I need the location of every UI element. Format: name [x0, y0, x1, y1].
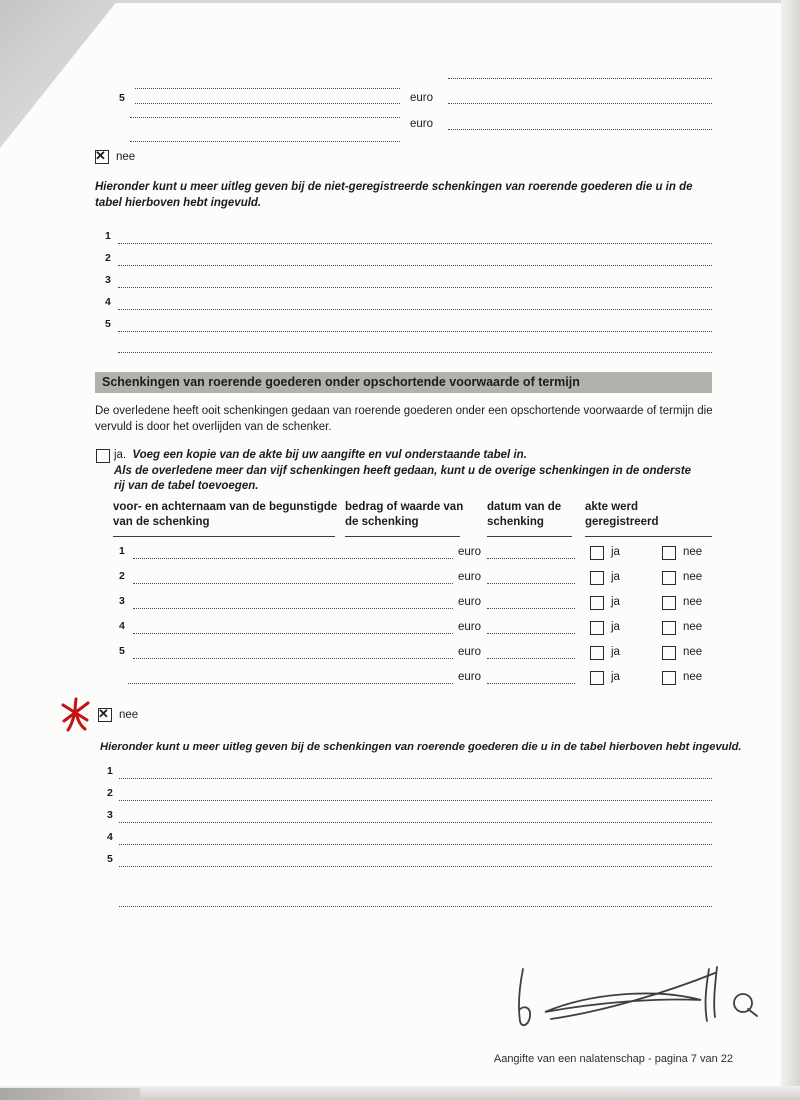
- beneficiary-field-line[interactable]: [133, 658, 453, 659]
- explanation-line[interactable]: [119, 800, 712, 801]
- name-field-line[interactable]: [130, 141, 400, 142]
- explanation-line[interactable]: [118, 287, 712, 288]
- line-number: 1: [105, 230, 111, 242]
- akte-nee-checkbox[interactable]: [662, 546, 676, 560]
- header-line: van de schenking: [113, 516, 210, 528]
- akte-nee-checkbox[interactable]: [662, 646, 676, 660]
- beneficiary-field-line[interactable]: [133, 583, 453, 584]
- akte-ja-checkbox[interactable]: [590, 596, 604, 610]
- section-intro: De overledene heeft ooit schenkingen gedaan van roerende goederen onder een opschortende voorwaarde of termijn die vervuld is door het overlijden van de schenker.: [95, 405, 713, 433]
- beneficiary-field-line[interactable]: [128, 683, 453, 684]
- ja-label: ja: [611, 571, 620, 583]
- opschortende-nee-checkbox[interactable]: [98, 708, 112, 722]
- header-underline: [345, 536, 460, 537]
- checkbox-check-icon: ✕: [95, 148, 106, 163]
- explanation-line[interactable]: [118, 309, 712, 310]
- akte-ja-checkbox[interactable]: [590, 571, 604, 585]
- explanation-line[interactable]: [118, 243, 712, 244]
- euro-label: euro: [458, 596, 482, 608]
- scan-corner-shadow: [0, 0, 118, 148]
- ja-checkbox[interactable]: [96, 449, 110, 463]
- euro-label: euro: [458, 546, 482, 558]
- line-number: 3: [107, 809, 113, 821]
- nee-label: nee: [683, 646, 703, 658]
- akte-nee-checkbox[interactable]: [662, 596, 676, 610]
- nee-label: nee: [683, 571, 703, 583]
- ja-option-label: ja.: [114, 449, 127, 461]
- table-header-date: [487, 500, 577, 530]
- scan-edge-top: [0, 0, 800, 3]
- akte-nee-checkbox[interactable]: [662, 621, 676, 635]
- amount-field-line[interactable]: [448, 103, 712, 104]
- row-number: 1: [119, 545, 125, 557]
- header-line: datum van de: [487, 501, 562, 513]
- niet-geregistreerd-nee-checkbox[interactable]: [95, 150, 109, 164]
- line-number: 4: [105, 296, 111, 308]
- beneficiary-field-line[interactable]: [133, 633, 453, 634]
- nee-label: nee: [116, 151, 136, 163]
- explanation-line[interactable]: [118, 352, 712, 353]
- euro-label: euro: [410, 92, 434, 104]
- line-number: 2: [105, 252, 111, 264]
- table-header-amount: [345, 500, 465, 530]
- date-field-line[interactable]: [487, 608, 575, 609]
- ja-label: ja: [611, 596, 620, 608]
- euro-label: euro: [458, 646, 482, 658]
- table-header-registered: [585, 500, 715, 530]
- amount-field-line[interactable]: [448, 129, 712, 130]
- header-underline: [585, 536, 712, 537]
- ja-instruction: Voeg een kopie van de akte bij uw aangifte en vul onderstaande tabel in.: [132, 449, 527, 461]
- date-field-line[interactable]: [487, 658, 575, 659]
- line-number: 3: [105, 274, 111, 286]
- section-heading-text: Schenkingen van roerende goederen onder opschortende voorwaarde of termijn: [102, 375, 580, 389]
- akte-ja-checkbox[interactable]: [590, 546, 604, 560]
- date-field-line[interactable]: [487, 583, 575, 584]
- page-footer: Aangifte van een nalatenschap - pagina 7 van 22: [493, 1053, 733, 1065]
- date-field-line[interactable]: [487, 558, 575, 559]
- signature: [505, 955, 760, 1040]
- row-number: 3: [119, 595, 125, 607]
- nee-label: nee: [683, 621, 703, 633]
- row-number: 4: [119, 620, 125, 632]
- table-header-beneficiary: [113, 500, 343, 530]
- akte-nee-checkbox[interactable]: [662, 671, 676, 685]
- section-heading: [95, 372, 712, 393]
- akte-nee-checkbox[interactable]: [662, 571, 676, 585]
- line-number: 5: [107, 853, 113, 865]
- explanation-text: Hieronder kunt u meer uitleg geven bij de niet-geregistreerde schenkingen van roerende goederen die u in de tabel hierboven hebt ingevuld.: [95, 181, 693, 209]
- explanation-line[interactable]: [119, 844, 712, 845]
- akte-ja-checkbox[interactable]: [590, 671, 604, 685]
- checkbox-check-icon: ✕: [98, 706, 109, 721]
- explanation-line[interactable]: [119, 866, 712, 867]
- name-field-line[interactable]: [130, 117, 400, 118]
- beneficiary-field-line[interactable]: [133, 608, 453, 609]
- header-underline: [487, 536, 572, 537]
- euro-label: euro: [458, 571, 482, 583]
- nee-label: nee: [683, 546, 703, 558]
- akte-ja-checkbox[interactable]: [590, 646, 604, 660]
- row-number: 5: [119, 92, 125, 104]
- beneficiary-field-line[interactable]: [133, 558, 453, 559]
- name-field-line[interactable]: [135, 88, 400, 89]
- explanation-line[interactable]: [119, 906, 712, 907]
- date-field-line[interactable]: [487, 633, 575, 634]
- line-number: 2: [107, 787, 113, 799]
- header-line: akte werd: [585, 501, 639, 513]
- header-line: bedrag of waarde van: [345, 501, 464, 513]
- ja-option-row: [114, 448, 527, 462]
- header-line: schenking: [487, 516, 544, 528]
- amount-field-line[interactable]: [448, 78, 712, 79]
- ja-label: ja: [611, 646, 620, 658]
- scan-corner-bottom-left: [0, 1088, 140, 1100]
- nee-label: nee: [683, 671, 703, 683]
- explanation-text: Hieronder kunt u meer uitleg geven bij de schenkingen van roerende goederen die u in de tabel hierboven hebt ingevuld.: [100, 741, 742, 753]
- nee-label: nee: [683, 596, 703, 608]
- explanation-line[interactable]: [119, 822, 712, 823]
- euro-label: euro: [410, 118, 434, 130]
- ja-label: ja: [611, 671, 620, 683]
- akte-ja-checkbox[interactable]: [590, 621, 604, 635]
- explanation-line[interactable]: [119, 778, 712, 779]
- handwritten-red-mark: [58, 696, 94, 732]
- explanation-line[interactable]: [118, 265, 712, 266]
- name-field-line[interactable]: [135, 103, 400, 104]
- ja-note: Als de overledene meer dan vijf schenkingen heeft gedaan, kunt u de overige schenkingen in de onderste rij van de tabel toevoegen.: [114, 465, 692, 492]
- line-number: 4: [107, 831, 113, 843]
- header-line: voor- en achternaam van de begunstigde: [113, 501, 338, 513]
- line-number: 5: [105, 318, 111, 330]
- ja-label: ja: [611, 621, 620, 633]
- date-field-line[interactable]: [487, 683, 575, 684]
- euro-label: euro: [458, 621, 482, 633]
- header-line: geregistreerd: [585, 516, 659, 528]
- row-number: 2: [119, 570, 125, 582]
- explanation-line[interactable]: [118, 331, 712, 332]
- row-number: 5: [119, 645, 125, 657]
- scan-edge-right: [781, 0, 800, 1100]
- ja-label: ja: [611, 546, 620, 558]
- nee-label: nee: [119, 709, 139, 721]
- header-underline: [113, 536, 335, 537]
- line-number: 1: [107, 765, 113, 777]
- euro-label: euro: [458, 671, 482, 683]
- header-line: de schenking: [345, 516, 419, 528]
